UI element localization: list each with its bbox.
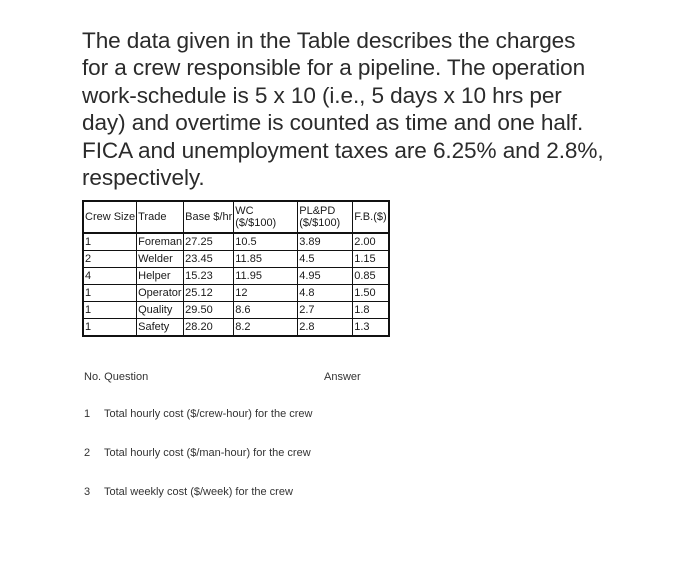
header-crew-size: Crew Size xyxy=(83,201,137,233)
table-row xyxy=(83,319,389,337)
cell-wc: 11.95 xyxy=(234,268,298,285)
cell-trade: Operator xyxy=(137,285,184,302)
cell-wc: 10.5 xyxy=(234,233,298,251)
header-wc xyxy=(234,201,298,233)
question-item xyxy=(84,486,293,498)
cell-wc: 8.6 xyxy=(234,302,298,319)
problem-line: respectively. xyxy=(82,165,205,191)
cell-trade: Safety xyxy=(137,319,184,337)
cell-fringe-benefits: 1.15 xyxy=(353,251,389,268)
cell-plpd: 4.5 xyxy=(298,251,353,268)
cell-fringe-benefits: 0.85 xyxy=(353,268,389,285)
problem-line: The data given in the Table describes the charges xyxy=(82,28,576,53)
header-plpd xyxy=(298,201,353,233)
table-header-row xyxy=(83,201,389,233)
question-item xyxy=(84,408,312,420)
cell-fringe-benefits: 1.3 xyxy=(353,319,389,337)
cell-base-rate: 15.23 xyxy=(184,268,234,285)
crew-charges-table xyxy=(82,200,390,337)
cell-base-rate: 29.50 xyxy=(184,302,234,319)
problem-statement xyxy=(82,27,642,191)
header-base-rate: Base $/hr xyxy=(184,201,234,233)
header-wc-line1: WC xyxy=(235,205,254,217)
header-wc-line2: ($/$100) xyxy=(235,217,277,229)
header-plpd-line2: ($/$100) xyxy=(299,217,341,229)
table-row xyxy=(83,302,389,319)
problem-line: day) and overtime is counted as time and one half. xyxy=(82,110,584,136)
problem-line: FICA and unemployment taxes are 6.25% and 2.8%, xyxy=(82,137,604,163)
table-row xyxy=(83,251,389,268)
question-text: Total weekly cost ($/week) for the crew xyxy=(104,486,293,498)
cell-wc: 8.2 xyxy=(234,319,298,337)
cell-trade: Helper xyxy=(137,268,184,285)
cell-plpd: 4.8 xyxy=(298,285,353,302)
cell-fringe-benefits: 1.50 xyxy=(353,285,389,302)
cell-base-rate: 27.25 xyxy=(184,233,234,251)
cell-plpd: 3.89 xyxy=(298,233,353,251)
cell-trade: Foreman xyxy=(137,233,184,251)
cell-crew-size: 2 xyxy=(83,251,137,268)
cell-plpd: 2.7 xyxy=(298,302,353,319)
questions-header-answer: Answer xyxy=(324,371,361,383)
cell-base-rate: 23.45 xyxy=(184,251,234,268)
cell-base-rate: 28.20 xyxy=(184,319,234,337)
problem-line: work-schedule is 5 x 10 (i.e., 5 days x 10 hrs per xyxy=(82,82,562,108)
cell-wc: 11.85 xyxy=(234,251,298,268)
question-number: 3 xyxy=(84,486,91,498)
cell-crew-size: 4 xyxy=(83,268,137,285)
question-text: Total hourly cost ($/man-hour) for the crew xyxy=(104,447,311,459)
table-row xyxy=(83,233,389,251)
header-trade: Trade xyxy=(137,201,184,233)
cell-wc: 12 xyxy=(234,285,298,302)
question-number: 1 xyxy=(84,408,91,420)
header-fringe-benefits: F.B.($) xyxy=(353,201,389,233)
cell-crew-size: 1 xyxy=(83,302,137,319)
cell-plpd: 4.95 xyxy=(298,268,353,285)
cell-crew-size: 1 xyxy=(83,233,137,251)
cell-base-rate: 25.12 xyxy=(184,285,234,302)
cell-plpd: 2.8 xyxy=(298,319,353,337)
cell-trade: Welder xyxy=(137,251,184,268)
cell-fringe-benefits: 1.8 xyxy=(353,302,389,319)
cell-fringe-benefits: 2.00 xyxy=(353,233,389,251)
question-text: Total hourly cost ($/crew-hour) for the crew xyxy=(104,408,313,420)
questions-header xyxy=(84,371,374,383)
questions-header-no: No. Question xyxy=(84,371,149,383)
question-number: 2 xyxy=(84,447,91,459)
header-plpd-line1: PL&PD xyxy=(299,205,336,217)
table-row xyxy=(83,268,389,285)
problem-line: for a crew responsible for a pipeline. The operation xyxy=(82,55,586,81)
cell-trade: Quality xyxy=(137,302,184,319)
cell-crew-size: 1 xyxy=(83,285,137,302)
question-item xyxy=(84,447,311,459)
table-row xyxy=(83,285,389,302)
cell-crew-size: 1 xyxy=(83,319,137,337)
